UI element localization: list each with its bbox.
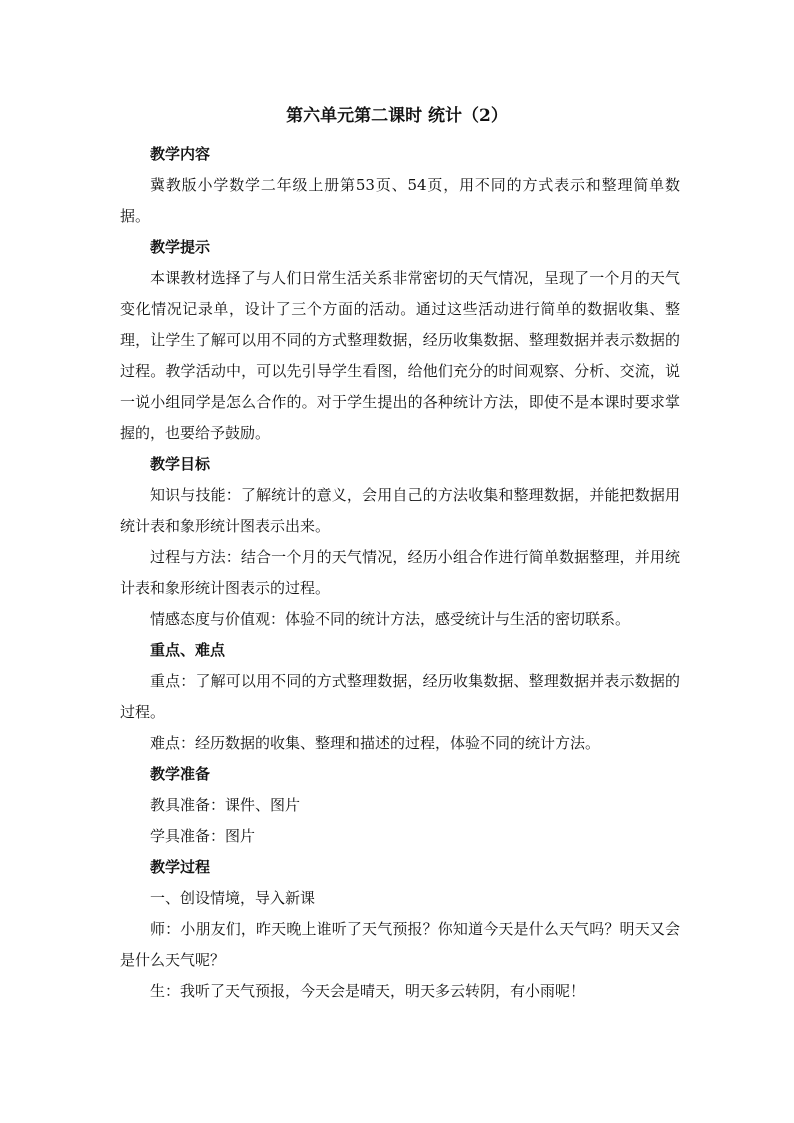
paragraph-goal-process: 过程与方法：结合一个月的天气情况，经历小组合作进行简单数据整理，并用统计表和象形统计图表示的过程。 <box>120 548 680 597</box>
paragraph-goal-knowledge: 知识与技能：了解统计的意义，会用自己的方法收集和整理数据，并能把数据用统计表和象形统计图表示出来。 <box>120 486 680 535</box>
paragraph-teacher-prep: 教具准备：课件、图片 <box>150 796 301 814</box>
paragraph-goal-attitude: 情感态度与价值观：体验不同的统计方法，感受统计与生活的密切联系。 <box>150 610 631 628</box>
paragraph-process-step-1: 一、创设情境，导入新课 <box>150 889 316 907</box>
section-heading-key-points: 重点、难点 <box>150 641 226 659</box>
section-heading-goal: 教学目标 <box>150 455 211 473</box>
paragraph-teacher-dialogue: 师：小朋友们，昨天晚上谁听了天气预报？你知道今天是什么天气吗？明天又会是什么天气呢？ <box>120 920 680 969</box>
section-heading-process: 教学过程 <box>150 858 211 876</box>
paragraph-student-dialogue: 生：我听了天气预报，今天会是晴天，明天多云转阴，有小雨呢！ <box>150 982 586 1000</box>
paragraph-difficulty: 难点：经历数据的收集、整理和描述的过程，体验不同的统计方法。 <box>150 734 601 752</box>
page-title: 第六单元第二课时 统计（2） <box>286 106 508 126</box>
section-heading-hint: 教学提示 <box>150 238 211 256</box>
section-heading-preparation: 教学准备 <box>150 765 211 783</box>
document-body <box>120 139 680 1007</box>
paragraph-student-prep: 学具准备：图片 <box>150 827 256 845</box>
paragraph-content: 冀教版小学数学二年级上册第53页、54页，用不同的方式表示和整理简单数据。 <box>120 176 680 225</box>
paragraph-key-point: 重点：了解可以用不同的方式整理数据，经历收集数据、整理数据并表示数据的过程。 <box>120 672 680 721</box>
paragraph-hint: 本课教材选择了与人们日常生活关系非常密切的天气情况，呈现了一个月的天气变化情况记录单，设计了三个方面的活动。通过这些活动进行简单的数据收集、整理，让学生了解可以用不同的方式整理数据，经历收集数据、整理数据并表示数据的过程。教学活动中，可以先引导学生看图，给他们充分的时间观察、分析、交流，说一说小组同学是怎么合作的。对于学生提出的各种统计方法，即使不是本课时要求掌握的，也要给予鼓励。 <box>120 269 680 442</box>
section-heading-content: 教学内容 <box>150 145 211 163</box>
